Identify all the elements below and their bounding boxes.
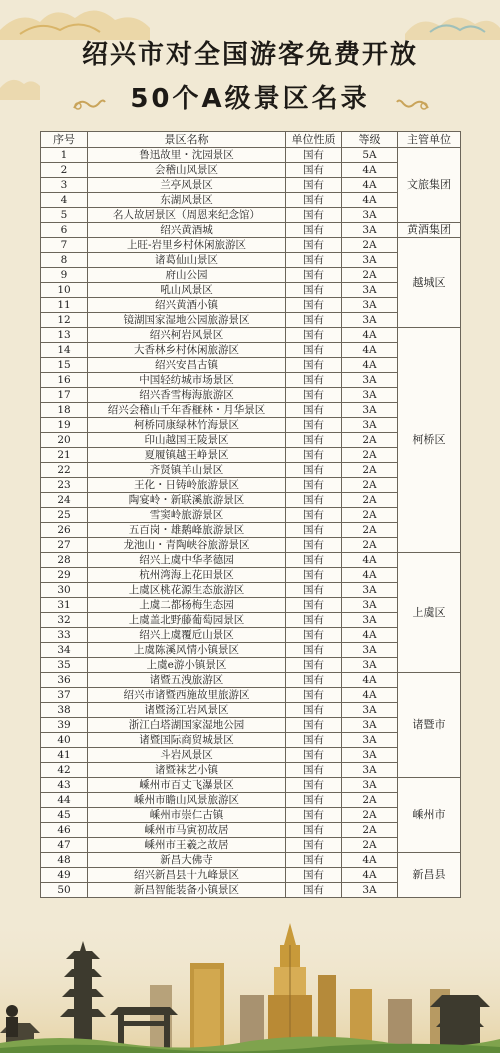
cell-index: 45: [41, 808, 88, 823]
cell-index: 11: [41, 298, 88, 313]
cell-name: 上虞陈溪风情小镇景区: [88, 643, 286, 658]
cell-index: 29: [41, 568, 88, 583]
cell-name: 杭州湾海上花田景区: [88, 568, 286, 583]
cell-grade: 4A: [342, 688, 398, 703]
cell-nature: 国有: [286, 853, 342, 868]
cell-nature: 国有: [286, 613, 342, 628]
header-name: 景区名称: [88, 132, 286, 148]
cell-nature: 国有: [286, 268, 342, 283]
swirl-ornament-left: [72, 96, 106, 112]
cell-unit: 越城区: [398, 238, 461, 328]
cell-index: 3: [41, 178, 88, 193]
cell-name: 印山越国王陵景区: [88, 433, 286, 448]
cell-nature: 国有: [286, 448, 342, 463]
cell-index: 44: [41, 793, 88, 808]
cell-unit: 新昌县: [398, 853, 461, 898]
cell-nature: 国有: [286, 298, 342, 313]
cell-name: 嵊州市马寅初故居: [88, 823, 286, 838]
cell-nature: 国有: [286, 628, 342, 643]
cell-grade: 2A: [342, 463, 398, 478]
cell-grade: 3A: [342, 733, 398, 748]
cell-name: 嵊州市瞻山风景旅游区: [88, 793, 286, 808]
page-title-line-1: 绍兴市对全国游客免费开放: [81, 40, 418, 70]
cell-index: 2: [41, 163, 88, 178]
cell-index: 49: [41, 868, 88, 883]
table-row: [41, 223, 461, 238]
cell-grade: 4A: [342, 343, 398, 358]
cell-nature: 国有: [286, 568, 342, 583]
cell-index: 50: [41, 883, 88, 898]
cell-grade: 4A: [342, 868, 398, 883]
cell-nature: 国有: [286, 868, 342, 883]
cell-nature: 国有: [286, 238, 342, 253]
cell-nature: 国有: [286, 148, 342, 163]
cell-name: 吼山风景区: [88, 283, 286, 298]
cell-grade: 3A: [342, 643, 398, 658]
cell-name: 大香林乡村休闲旅游区: [88, 343, 286, 358]
cell-unit: 柯桥区: [398, 328, 461, 553]
cell-index: 48: [41, 853, 88, 868]
cell-name: 嵊州市崇仁古镇: [88, 808, 286, 823]
cell-nature: 国有: [286, 703, 342, 718]
cell-grade: 2A: [342, 433, 398, 448]
cell-nature: 国有: [286, 328, 342, 343]
city-skyline-illustration: [0, 915, 500, 1053]
cell-nature: 国有: [286, 643, 342, 658]
cell-index: 9: [41, 268, 88, 283]
cell-grade: 3A: [342, 883, 398, 898]
cell-grade: 4A: [342, 628, 398, 643]
cell-grade: 3A: [342, 658, 398, 673]
cell-nature: 国有: [286, 193, 342, 208]
table-body: [41, 148, 461, 898]
cell-nature: 国有: [286, 208, 342, 223]
cell-name: 绍兴柯岩风景区: [88, 328, 286, 343]
cell-grade: 5A: [342, 148, 398, 163]
cell-grade: 3A: [342, 418, 398, 433]
cell-nature: 国有: [286, 688, 342, 703]
cell-index: 1: [41, 148, 88, 163]
cell-grade: 3A: [342, 253, 398, 268]
cell-name: 诸暨汤江岩风景区: [88, 703, 286, 718]
cell-name: 诸暨五洩旅游区: [88, 673, 286, 688]
cell-nature: 国有: [286, 793, 342, 808]
cell-grade: 3A: [342, 223, 398, 238]
cell-index: 27: [41, 538, 88, 553]
cell-index: 25: [41, 508, 88, 523]
cell-nature: 国有: [286, 718, 342, 733]
cell-grade: 4A: [342, 568, 398, 583]
cell-nature: 国有: [286, 403, 342, 418]
table-row: [41, 553, 461, 568]
scenic-area-table: [40, 131, 461, 898]
cell-index: 40: [41, 733, 88, 748]
table-header-row: [41, 132, 461, 148]
cell-name: 夏履镇越王峥景区: [88, 448, 286, 463]
cell-grade: 2A: [342, 478, 398, 493]
cell-nature: 国有: [286, 553, 342, 568]
cell-index: 36: [41, 673, 88, 688]
cell-index: 35: [41, 658, 88, 673]
cell-index: 23: [41, 478, 88, 493]
cell-grade: 3A: [342, 298, 398, 313]
cell-name: 齐贤镇羊山景区: [88, 463, 286, 478]
cell-name: 上旺-岩里乡村休闲旅游区: [88, 238, 286, 253]
cell-index: 8: [41, 253, 88, 268]
cell-index: 33: [41, 628, 88, 643]
cell-index: 20: [41, 433, 88, 448]
cell-grade: 3A: [342, 373, 398, 388]
cell-nature: 国有: [286, 478, 342, 493]
cell-name: 王化・日铸岭旅游景区: [88, 478, 286, 493]
cell-nature: 国有: [286, 178, 342, 193]
cell-index: 31: [41, 598, 88, 613]
cell-name: 名人故居景区（周恩来纪念馆）: [88, 208, 286, 223]
cell-grade: 3A: [342, 763, 398, 778]
cell-grade: 2A: [342, 538, 398, 553]
cell-index: 39: [41, 718, 88, 733]
cell-grade: 3A: [342, 208, 398, 223]
cell-index: 7: [41, 238, 88, 253]
cell-grade: 4A: [342, 553, 398, 568]
cell-nature: 国有: [286, 163, 342, 178]
cell-name: 上虞二都杨梅生态园: [88, 598, 286, 613]
cell-name: 嵊州市百丈飞瀑景区: [88, 778, 286, 793]
cell-grade: 3A: [342, 613, 398, 628]
cell-grade: 2A: [342, 523, 398, 538]
cell-name: 上虞区桃花源生态旅游区: [88, 583, 286, 598]
page-title-line-2: 50个A级景区名录: [130, 84, 370, 114]
cell-index: 17: [41, 388, 88, 403]
swirl-ornament-right: [396, 96, 430, 112]
cell-grade: 3A: [342, 598, 398, 613]
cell-index: 41: [41, 748, 88, 763]
cell-name: 绍兴黄酒城: [88, 223, 286, 238]
cell-index: 42: [41, 763, 88, 778]
cell-grade: 2A: [342, 793, 398, 808]
cell-grade: 3A: [342, 703, 398, 718]
cell-index: 19: [41, 418, 88, 433]
cell-nature: 国有: [286, 433, 342, 448]
cell-nature: 国有: [286, 418, 342, 433]
cell-grade: 3A: [342, 748, 398, 763]
cell-nature: 国有: [286, 388, 342, 403]
cell-nature: 国有: [286, 373, 342, 388]
cell-unit: 诸暨市: [398, 673, 461, 778]
cell-nature: 国有: [286, 523, 342, 538]
cell-grade: 3A: [342, 718, 398, 733]
table-row: [41, 853, 461, 868]
cell-nature: 国有: [286, 763, 342, 778]
cell-nature: 国有: [286, 283, 342, 298]
cell-nature: 国有: [286, 733, 342, 748]
cell-name: 柯桥同康绿林竹海景区: [88, 418, 286, 433]
cell-index: 18: [41, 403, 88, 418]
header-nature: 单位性质: [286, 132, 342, 148]
cell-name: 陶宴岭・新联溪旅游景区: [88, 493, 286, 508]
cell-grade: 2A: [342, 823, 398, 838]
cell-nature: 国有: [286, 508, 342, 523]
cell-grade: 2A: [342, 238, 398, 253]
cell-index: 46: [41, 823, 88, 838]
cell-nature: 国有: [286, 463, 342, 478]
cell-name: 浙江白塔湖国家湿地公园: [88, 718, 286, 733]
cell-name: 绍兴市诸暨西施故里旅游区: [88, 688, 286, 703]
cloud-decoration-top-right: [400, 6, 500, 40]
header-grade: 等级: [342, 132, 398, 148]
cell-name: 绍兴香雪梅海旅游区: [88, 388, 286, 403]
cell-name: 绍兴上虞中华孝德园: [88, 553, 286, 568]
cell-name: 新昌智能装备小镇景区: [88, 883, 286, 898]
cell-index: 6: [41, 223, 88, 238]
cell-unit: 黄酒集团: [398, 223, 461, 238]
cell-index: 16: [41, 373, 88, 388]
cell-nature: 国有: [286, 313, 342, 328]
cell-nature: 国有: [286, 358, 342, 373]
table-row: [41, 238, 461, 253]
cell-index: 10: [41, 283, 88, 298]
cell-index: 28: [41, 553, 88, 568]
cell-name: 中国轻纺城市场景区: [88, 373, 286, 388]
header-unit: 主管单位: [398, 132, 461, 148]
cell-name: 鲁迅故里・沈园景区: [88, 148, 286, 163]
cell-nature: 国有: [286, 838, 342, 853]
cell-nature: 国有: [286, 223, 342, 238]
cell-name: 绍兴新昌县十九峰景区: [88, 868, 286, 883]
cell-index: 24: [41, 493, 88, 508]
cell-grade: 2A: [342, 808, 398, 823]
cell-name: 东湖风景区: [88, 193, 286, 208]
cell-name: 绍兴上虞覆卮山景区: [88, 628, 286, 643]
cell-nature: 国有: [286, 583, 342, 598]
cell-name: 会稽山风景区: [88, 163, 286, 178]
cell-name: 龙池山・青陶峡谷旅游景区: [88, 538, 286, 553]
cell-nature: 国有: [286, 823, 342, 838]
cell-unit: 上虞区: [398, 553, 461, 673]
table-row: [41, 673, 461, 688]
cell-grade: 3A: [342, 388, 398, 403]
cell-nature: 国有: [286, 778, 342, 793]
cell-nature: 国有: [286, 673, 342, 688]
cell-name: 诸暨国际商贸城景区: [88, 733, 286, 748]
cell-index: 15: [41, 358, 88, 373]
cell-index: 34: [41, 643, 88, 658]
cell-index: 32: [41, 613, 88, 628]
cell-name: 绍兴安昌古镇: [88, 358, 286, 373]
cell-grade: 4A: [342, 163, 398, 178]
cell-name: 嵊州市王羲之故居: [88, 838, 286, 853]
cell-grade: 2A: [342, 448, 398, 463]
cell-name: 诸葛仙山景区: [88, 253, 286, 268]
cell-name: 雪窦岭旅游景区: [88, 508, 286, 523]
table-row: [41, 148, 461, 163]
cell-index: 47: [41, 838, 88, 853]
cell-name: 新昌大佛寺: [88, 853, 286, 868]
cell-nature: 国有: [286, 538, 342, 553]
cell-nature: 国有: [286, 343, 342, 358]
cell-grade: 2A: [342, 508, 398, 523]
cell-nature: 国有: [286, 808, 342, 823]
cell-grade: 4A: [342, 328, 398, 343]
cell-grade: 3A: [342, 283, 398, 298]
cell-nature: 国有: [286, 493, 342, 508]
cell-name: 诸暨袜艺小镇: [88, 763, 286, 778]
cell-grade: 4A: [342, 673, 398, 688]
cell-grade: 3A: [342, 313, 398, 328]
cell-grade: 4A: [342, 193, 398, 208]
cell-name: 上虞盖北野藤葡萄园景区: [88, 613, 286, 628]
cell-grade: 2A: [342, 838, 398, 853]
cell-index: 43: [41, 778, 88, 793]
cloud-decoration-top-left: [0, 0, 150, 40]
cell-grade: 3A: [342, 778, 398, 793]
cell-name: 五百岗・雄鹅峰旅游景区: [88, 523, 286, 538]
header-index: 序号: [41, 132, 88, 148]
cell-name: 兰亭风景区: [88, 178, 286, 193]
cell-name: 府山公园: [88, 268, 286, 283]
cell-index: 5: [41, 208, 88, 223]
cell-unit: 文旅集团: [398, 148, 461, 223]
cell-nature: 国有: [286, 253, 342, 268]
cell-index: 4: [41, 193, 88, 208]
cell-index: 13: [41, 328, 88, 343]
cell-index: 14: [41, 343, 88, 358]
cell-nature: 国有: [286, 598, 342, 613]
cell-index: 21: [41, 448, 88, 463]
cell-grade: 4A: [342, 178, 398, 193]
cell-index: 12: [41, 313, 88, 328]
cell-grade: 2A: [342, 268, 398, 283]
cell-name: 斗岩风景区: [88, 748, 286, 763]
cell-name: 上虞e游小镇景区: [88, 658, 286, 673]
cell-grade: 4A: [342, 853, 398, 868]
cell-index: 37: [41, 688, 88, 703]
cell-nature: 国有: [286, 658, 342, 673]
cell-index: 38: [41, 703, 88, 718]
cell-unit: 嵊州市: [398, 778, 461, 853]
cell-grade: 3A: [342, 583, 398, 598]
table-row: [41, 778, 461, 793]
cell-index: 26: [41, 523, 88, 538]
cell-nature: 国有: [286, 748, 342, 763]
cell-index: 30: [41, 583, 88, 598]
cell-grade: 3A: [342, 403, 398, 418]
cell-grade: 2A: [342, 493, 398, 508]
cell-name: 绍兴黄酒小镇: [88, 298, 286, 313]
table-row: [41, 328, 461, 343]
cell-name: 镜湖国家湿地公园旅游景区: [88, 313, 286, 328]
cell-grade: 4A: [342, 358, 398, 373]
cell-index: 22: [41, 463, 88, 478]
cell-nature: 国有: [286, 883, 342, 898]
cell-name: 绍兴会稽山千年香榧林・月华景区: [88, 403, 286, 418]
